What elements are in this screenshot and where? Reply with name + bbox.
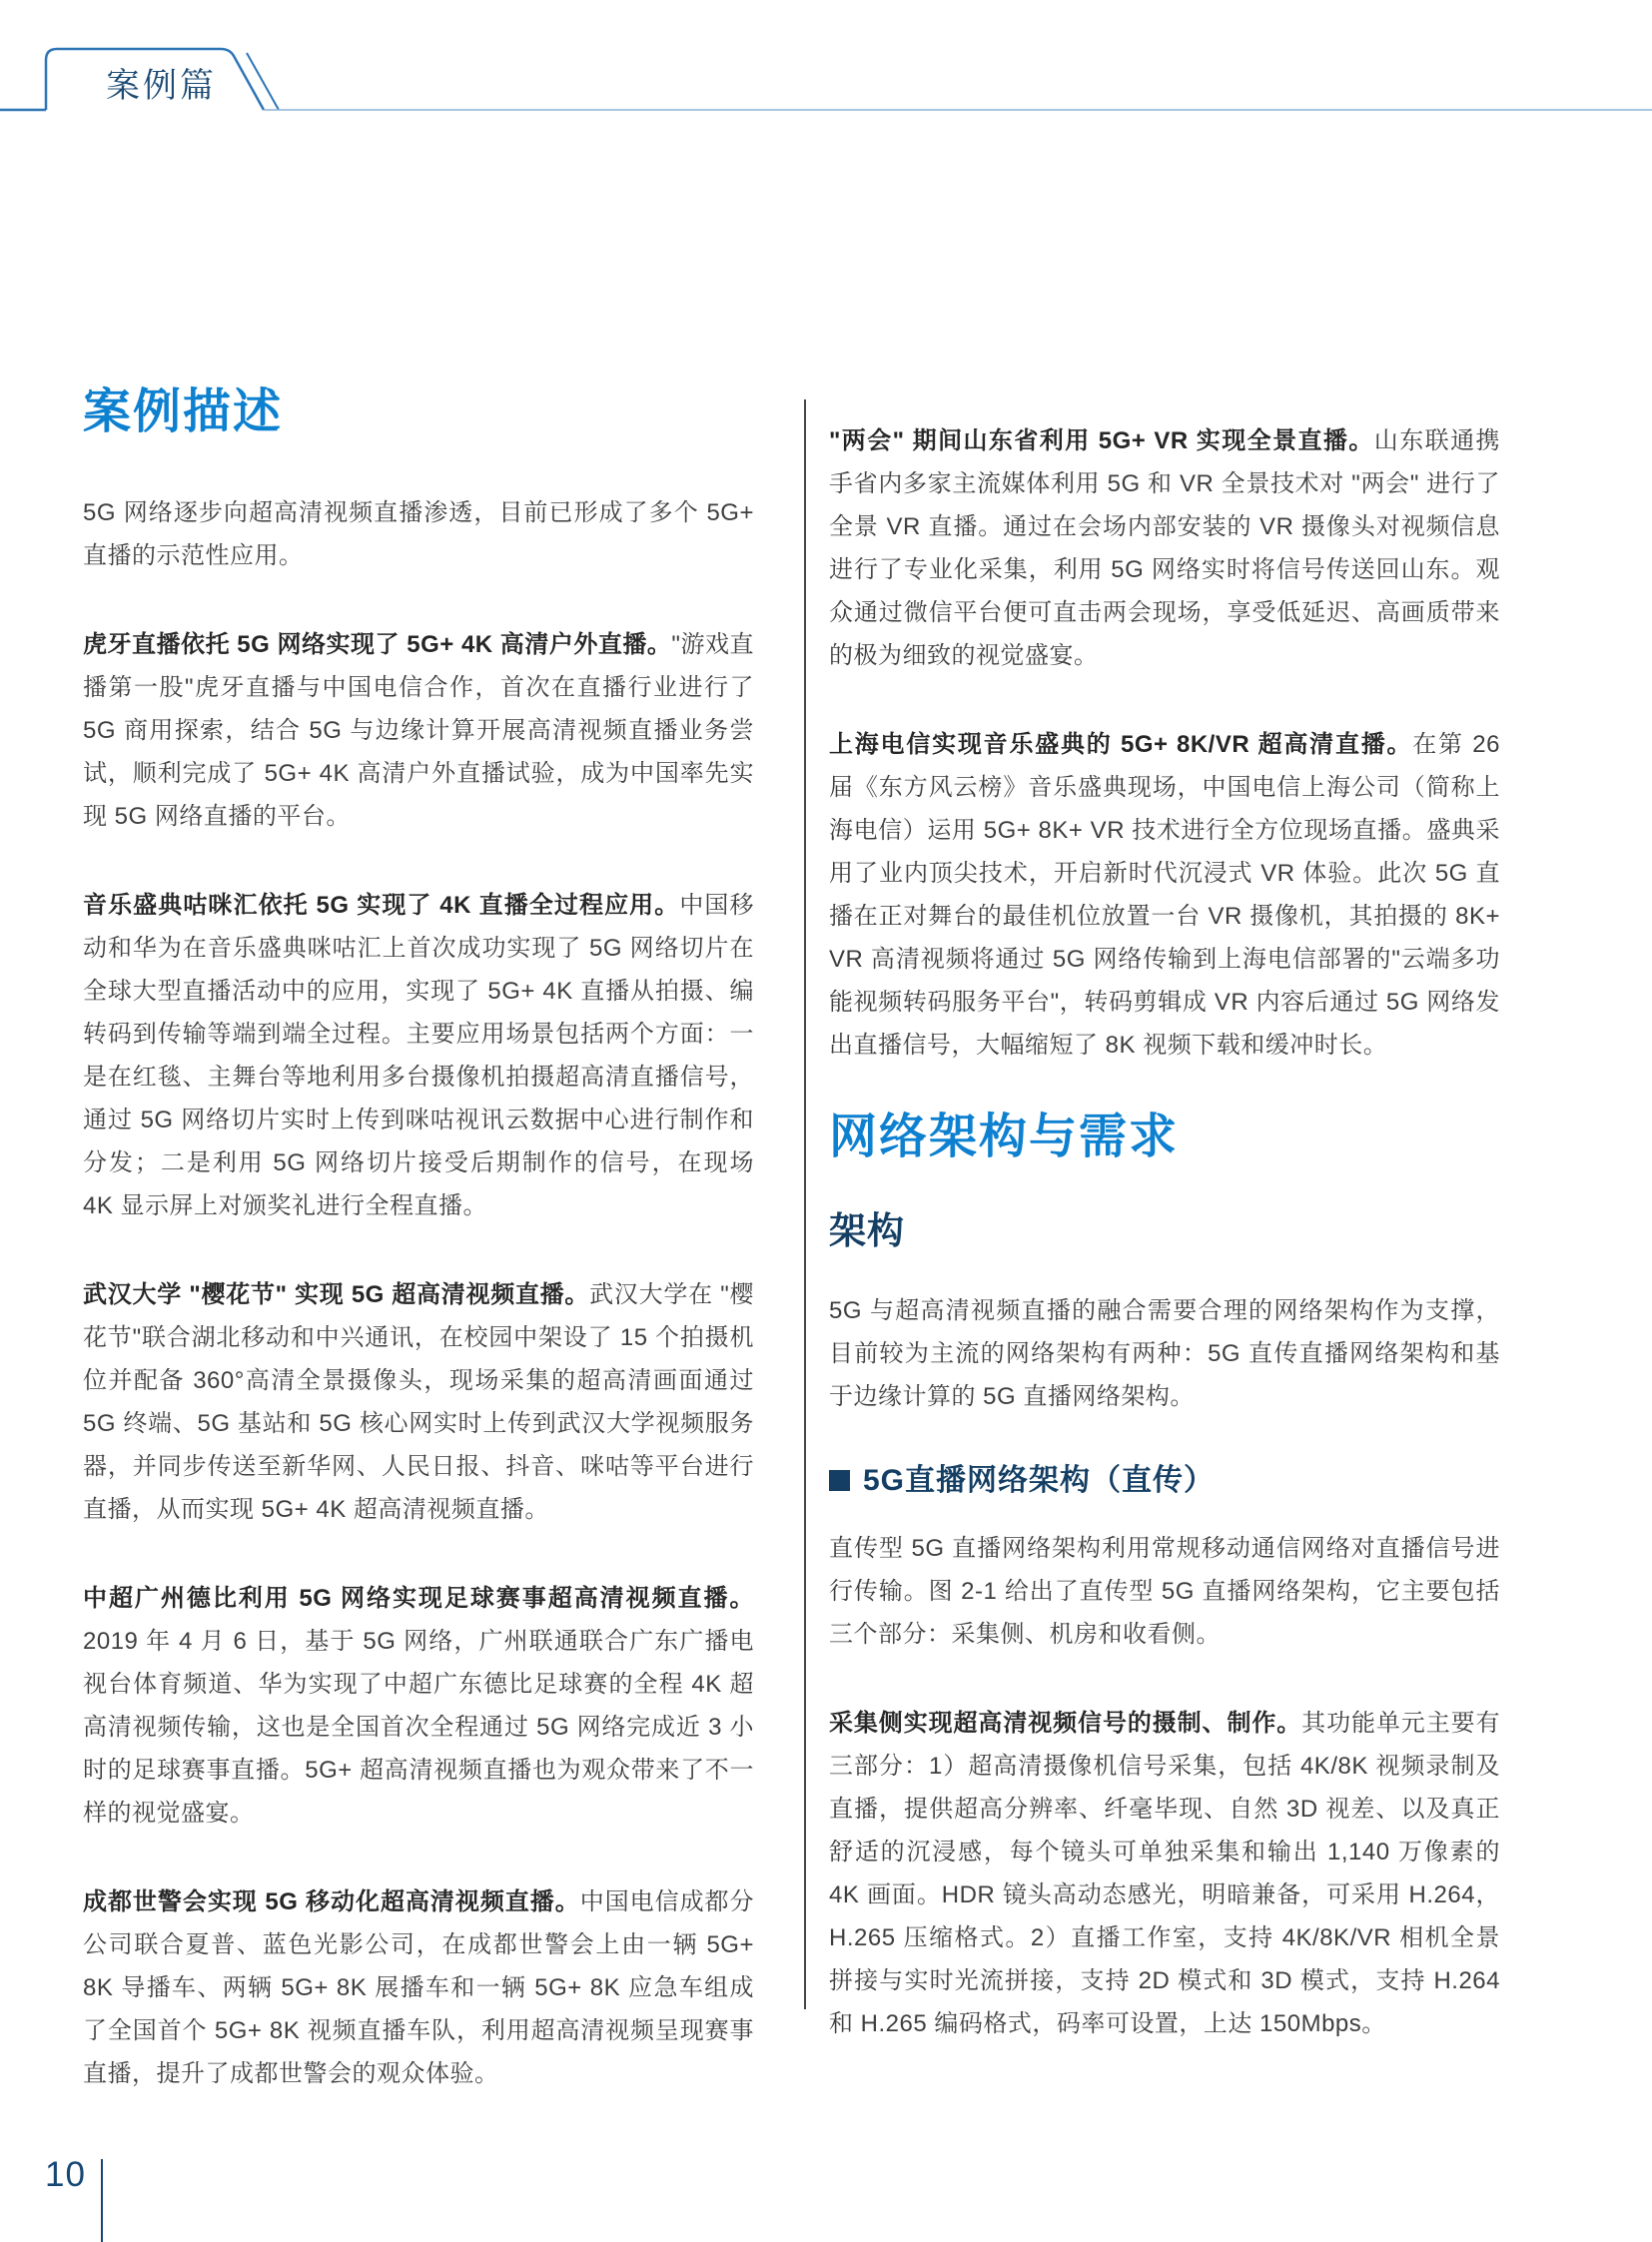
paragraph-lead: 上海电信实现音乐盛典的 5G+ 8K/VR 超高清直播。 bbox=[829, 731, 1413, 758]
paragraph-text: 5G 网络逐步向超高清视频直播渗透，目前已形成了多个 5G+ 直播的示范性应用。 bbox=[83, 499, 754, 570]
paragraph bbox=[829, 1289, 1500, 1418]
paragraph bbox=[829, 723, 1500, 1067]
paragraph bbox=[829, 1702, 1500, 2045]
paragraph bbox=[83, 1577, 754, 1835]
architecture-paragraphs bbox=[829, 1289, 1500, 1418]
square-bullet-icon bbox=[829, 1470, 850, 1491]
paragraph bbox=[83, 491, 754, 577]
header-tab-outline bbox=[0, 0, 1652, 130]
paragraph bbox=[83, 623, 754, 838]
paragraph-lead: 中超广州德比利用 5G 网络实现足球赛事超高清视频直播。 bbox=[83, 1585, 754, 1613]
paragraph-text: 武汉大学在 "樱花节"联合湖北移动和中兴通讯，在校园中架设了 15 个拍摄机位并配备 360°高清全景摄像头，现场采集的超高清画面通过 5G 终端、5G 基站和 5G 核心网实时上传到武汉大学视频服务器，并同步传送至新华网、人民日报、抖音、咪咕等平台进行直播，从而实现 5G+ 4K 超高清视频直播。 bbox=[83, 1281, 754, 1524]
paragraph-text: 2019 年 4 月 6 日，基于 5G 网络，广州联通联合广东广播电视台体育频道、华为实现了中超广东德比足球赛的全程 4K 超高清视频传输，这也是全国首次全程通过 5G 网络完成近 3 小时的足球赛事直播。5G+ 超高清视频直播也为观众带来了不一样的视觉盛宴。 bbox=[83, 1628, 754, 1828]
right-column-top-paragraphs bbox=[829, 419, 1500, 1067]
paragraph-text: 5G 与超高清视频直播的融合需要合理的网络架构作为支撑，目前较为主流的网络架构有两种：5G 直传直播网络架构和基于边缘计算的 5G 直播网络架构。 bbox=[829, 1297, 1500, 1411]
paragraph bbox=[829, 419, 1500, 677]
paragraph bbox=[829, 1527, 1500, 1656]
paragraph-lead: 虎牙直播依托 5G 网络实现了 5G+ 4K 高清户外直播。 bbox=[83, 631, 672, 659]
paragraph-text: 山东联通携手省内多家主流媒体利用 5G 和 VR 全景技术对 "两会" 进行了全景 VR 直播。通过在会场内部安装的 VR 摄像头对视频信息进行了专业化采集，利用 5G 网络实时将信号传送回山东。观众通过微信平台便可直击两会现场，享受低延迟、高画质带来的极为细致的视觉盛宴。 bbox=[829, 427, 1500, 669]
paragraph-text: 中国移动和华为在音乐盛典咪咕汇上首次成功实现了 5G 网络切片在全球大型直播活动中的应用，实现了 5G+ 4K 直播从拍摄、编转码到传输等端到端全过程。主要应用场景包括两个方面：一是在红毯、主舞台等地利用多台摄像机拍摄超高清直播信号，通过 5G 网络切片实时上传到咪咕视讯云数据中心进行制作和分发；二是利用 5G 网络切片接受后期制作的信号，在现场 4K 显示屏上对颁奖礼进行全程直播。 bbox=[83, 892, 754, 1220]
paragraph bbox=[83, 1273, 754, 1531]
section-heading-network-architecture: 网络架构与需求 bbox=[829, 1111, 1180, 1163]
paragraph-lead: 采集侧实现超高清视频信号的摄制、制作。 bbox=[829, 1710, 1302, 1738]
section-heading-case-description: 案例描述 bbox=[83, 385, 284, 438]
right-column bbox=[829, 419, 1500, 2091]
paragraph-lead: "两会" 期间山东省利用 5G+ VR 实现全景直播。 bbox=[829, 427, 1374, 454]
bullet-heading-label: 5G直播网络架构（直传） bbox=[863, 1464, 1216, 1498]
left-column bbox=[83, 387, 754, 2141]
sub-heading-architecture: 架构 bbox=[829, 1210, 905, 1252]
column-divider bbox=[804, 399, 806, 2009]
paragraph-text: 其功能单元主要有三部分：1）超高清摄像机信号采集，包括 4K/8K 视频录制及直播，提供超高分辨率、纤毫毕现、自然 3D 视差、以及真正舒适的沉浸感，每个镜头可单独采集和输出 1,140 万像素的 4K 画面。HDR 镜头高动态感光，明暗兼备，可采用 H.264，H.265 压缩格式。2）直播工作室，支持 4K/8K/VR 相机全景拼接与实时光流拼接，支持 2D 模式和 3D 模式，支持 H.264 和 H.265 编码格式，码率可设置，上达 150Mbps。 bbox=[829, 1710, 1500, 2038]
bullet-section-paragraphs bbox=[829, 1527, 1500, 2045]
paragraph bbox=[83, 884, 754, 1227]
paragraph-text: 在第 26 届《东方风云榜》音乐盛典现场，中国电信上海公司（简称上海电信）运用 5G+ 8K+ VR 技术进行全方位现场直播。盛典采用了业内顶尖技术，开启新时代沉浸式 VR 体验。此次 5G 直播在正对舞台的最佳机位放置一台 VR 摄像机，其拍摄的 8K+ VR 高清视频将通过 5G 网络传输到上海电信部署的"云端多功能视频转码服务平台"，转码剪辑成 VR 内容后通过 5G 网络发出直播信号，大幅缩短了 8K 视频下载和缓冲时长。 bbox=[829, 731, 1500, 1059]
paragraph-text: 直传型 5G 直播网络架构利用常规移动通信网络对直播信号进行传输。图 2-1 给出了直传型 5G 直播网络架构，它主要包括三个部分：采集侧、机房和收看侧。 bbox=[829, 1535, 1500, 1649]
paragraph bbox=[83, 1880, 754, 2095]
page-header bbox=[0, 0, 1652, 130]
bullet-heading-5g-direct-architecture bbox=[829, 1464, 1500, 1497]
paragraph-text: "游戏直播第一股"虎牙直播与中国电信合作，首次在直播行业进行了 5G 商用探索，结合 5G 与边缘计算开展高清视频直播业务尝试，顺利完成了 5G+ 4K 高清户外直播试验，成为中国率先实现 5G 网络直播的平台。 bbox=[83, 631, 754, 831]
section-tab-label: 案例篇 bbox=[106, 67, 217, 105]
paragraph-text: 中国电信成都分公司联合夏普、蓝色光影公司，在成都世警会上由一辆 5G+ 8K 导播车、两辆 5G+ 8K 展播车和一辆 5G+ 8K 应急车组成了全国首个 5G+ 8K 视频直播车队，利用超高清视频呈现赛事直播，提升了成都世警会的观众体验。 bbox=[83, 1888, 755, 2088]
footer-rule bbox=[101, 2159, 103, 2242]
paragraph-lead: 武汉大学 "樱花节" 实现 5G 超高清视频直播。 bbox=[83, 1281, 590, 1309]
paragraph-lead: 成都世警会实现 5G 移动化超高清视频直播。 bbox=[83, 1888, 580, 1916]
page-number: 10 bbox=[45, 2155, 86, 2194]
paragraph-lead: 音乐盛典咕咪汇依托 5G 实现了 4K 直播全过程应用。 bbox=[83, 892, 680, 920]
left-column-paragraphs bbox=[83, 491, 754, 2095]
